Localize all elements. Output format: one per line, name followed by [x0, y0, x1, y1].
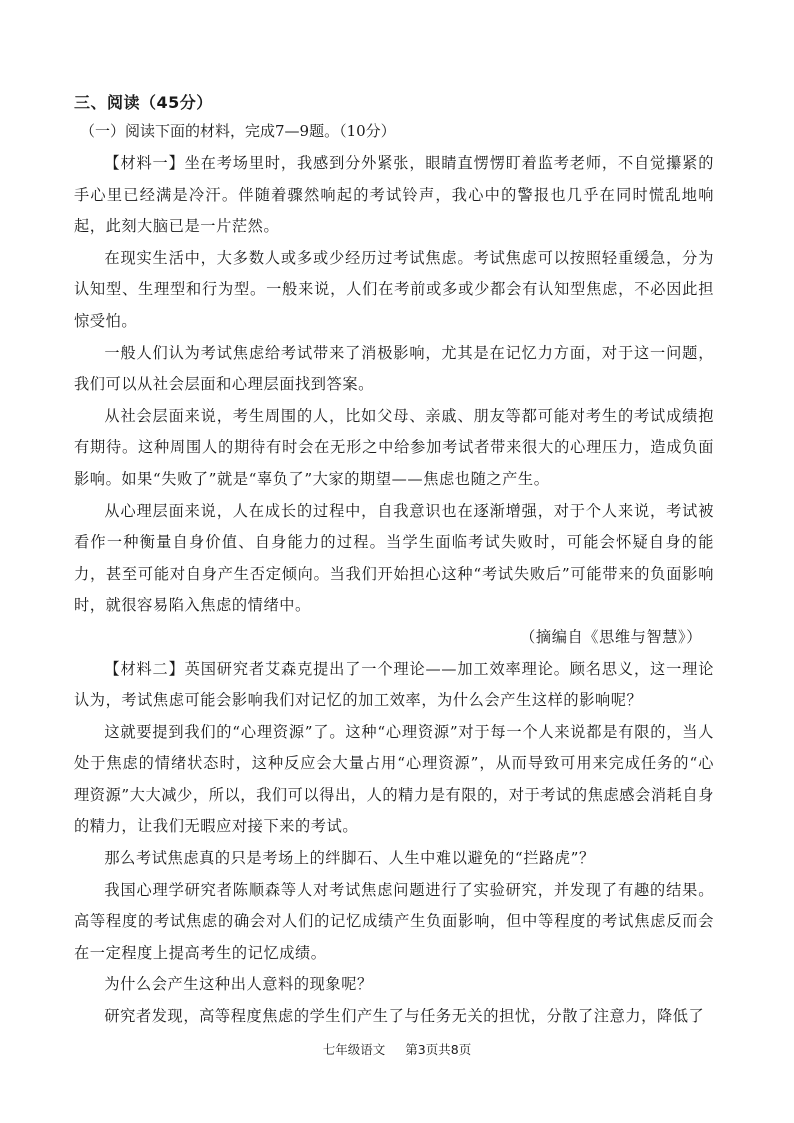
paragraph: 从社会层面来说，考生周围的人，比如父母、亲戚、朋友等都可能对考生的考试成绩抱有期待。这种周围人的期待有时会在无形之中给参加考试者带来很大的心理压力，造成负面影响。如果“失败了”就是“辜负了”大家的期望——焦虑也随之产生。 — [74, 406, 714, 488]
paragraph: 在现实生活中，大多数人或多或少经历过考试焦虑。考试焦虑可以按照轻重缓急，分为认知型、生理型和行为型。一般来说，人们在考前或多或少都会有认知型焦虑，不必因此担惊受怕。 — [74, 248, 714, 330]
section-title: 三、阅读（45分） — [74, 93, 213, 112]
paragraph-material-one: 【材料一】坐在考场里时，我感到分外紧张，眼睛直愣愣盯着监考老师，不自觉攥紧的手心里已经满是冷汗。伴随着骤然响起的考试铃声，我心中的警报也几乎在同时慌乱地响起，此刻大脑已是一片茫然。 — [74, 154, 714, 236]
page-footer — [0, 1040, 794, 1058]
paragraph: 研究者发现，高等程度焦虑的学生们产生了与任务无关的担忧，分散了注意力，降低了 — [104, 1007, 705, 1026]
question-instruction: （一）阅读下面的材料，完成7—9题。（10分） — [80, 122, 396, 140]
paragraph-material-two: 【材料二】英国研究者艾森克提出了一个理论——加工效率理论。顾名思义，这一理论认为，考试焦虑可能会影响我们对记忆的加工效率，为什么会产生这样的影响呢？ — [74, 659, 714, 710]
paragraph: 从心理层面来说，人在成长的过程中，自我意识也在逐渐增强，对于个人来说，考试被看作一种衡量自身价值、自身能力的过程。当学生面临考试失败时，可能会怀疑自身的能力，甚至可能对自身产生否定倾向。当我们开始担心这种“考试失败后”可能带来的负面影响时，就很容易陷入焦虑的情绪中。 — [74, 501, 714, 615]
paragraph: 那么考试焦虑真的只是考场上的绊脚石、人生中难以避免的“拦路虎”？ — [104, 849, 595, 868]
footer-page-number: 第3页共8页 — [405, 1042, 472, 1057]
paragraph: 为什么会产生这种出人意料的现象呢？ — [104, 975, 373, 994]
reading-passage — [74, 148, 714, 1033]
source-citation: （摘编自《思维与智慧》） — [520, 627, 702, 646]
paragraph: 这就要提到我们的“心理资源”了。这种“心理资源”对于每一个人来说都是有限的，当人处于焦虑的情绪状态时，这种反应会大量占用“心理资源”，从而导致可用来完成任务的“心理资源”大大减少，所以，我们可以得出，人的精力是有限的，对于考试的焦虑感会消耗自身的精力，让我们无暇应对接下来的考试。 — [74, 722, 714, 836]
paragraph: 一般人们认为考试焦虑给考试带来了消极影响，尤其是在记忆力方面，对于这一问题，我们可以从社会层面和心理层面找到答案。 — [74, 343, 714, 394]
paragraph: 我国心理学研究者陈顺森等人对考试焦虑问题进行了实验研究，并发现了有趣的结果。高等程度的考试焦虑的确会对人们的记忆成绩产生负面影响，但中等程度的考试焦虑反而会在一定程度上提高考生的记忆成绩。 — [74, 880, 714, 962]
footer-subject: 七年级语文 — [322, 1042, 386, 1057]
